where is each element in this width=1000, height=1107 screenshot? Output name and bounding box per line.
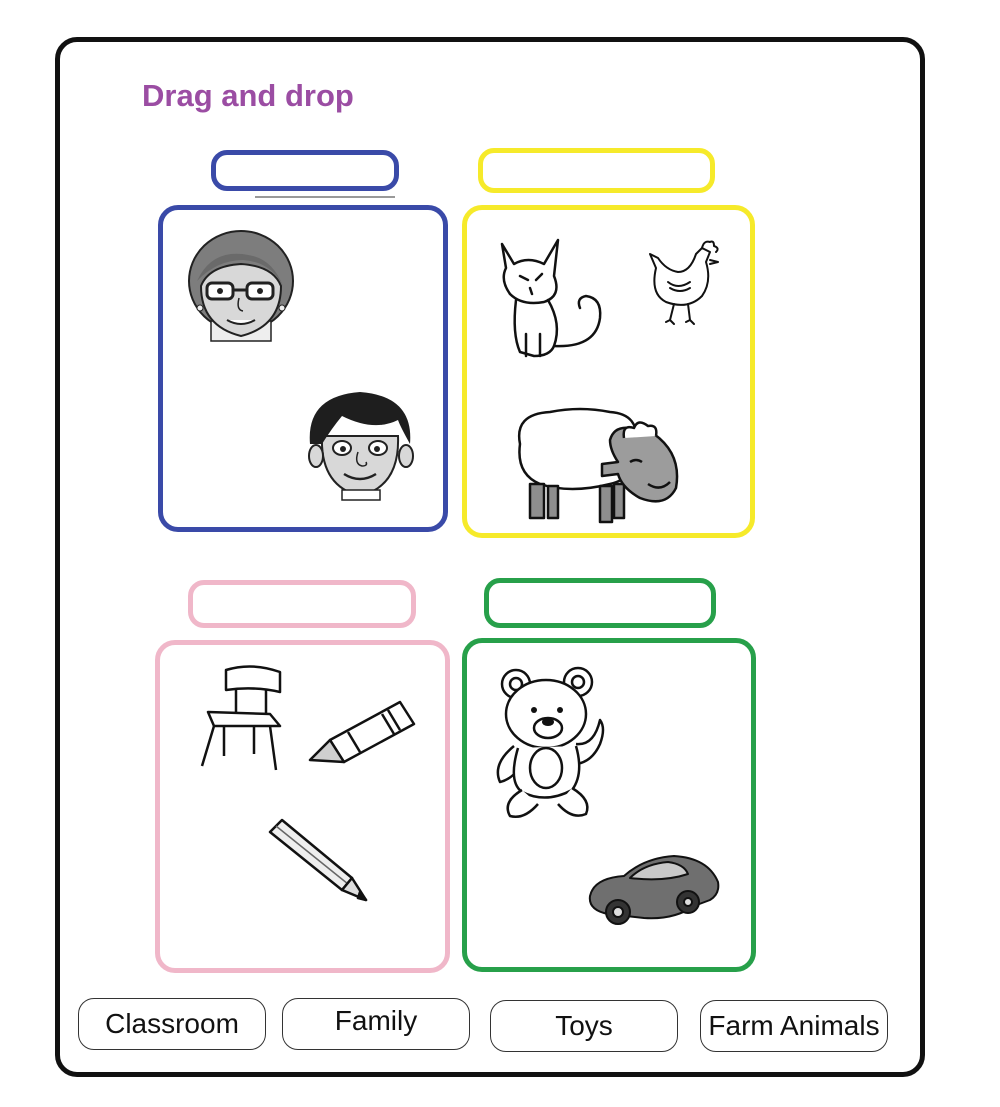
- drop-slot-classroom[interactable]: [188, 580, 416, 628]
- toy-car-icon: [584, 852, 724, 932]
- drag-card-toys[interactable]: Toys: [490, 1000, 678, 1052]
- drag-card-family[interactable]: Family: [282, 998, 470, 1050]
- chair-icon: [196, 662, 284, 774]
- drop-slot-farm[interactable]: [478, 148, 715, 193]
- crayon-icon: [302, 696, 422, 770]
- sheep-icon: [510, 404, 688, 528]
- drag-card-farm-animals[interactable]: Farm Animals: [700, 1000, 888, 1052]
- hen-icon: [644, 238, 722, 326]
- drag-card-classroom[interactable]: Classroom: [78, 998, 266, 1050]
- cat-icon: [492, 234, 610, 362]
- page-title: Drag and drop: [142, 78, 354, 113]
- drop-slot-toys[interactable]: [484, 578, 716, 628]
- teddy-bear-icon: [488, 664, 612, 822]
- pencil-icon: [262, 818, 372, 904]
- woman-icon: [183, 226, 301, 344]
- drop-slot-family[interactable]: [211, 150, 399, 191]
- slot-underline: [255, 196, 395, 198]
- boy-icon: [302, 386, 420, 502]
